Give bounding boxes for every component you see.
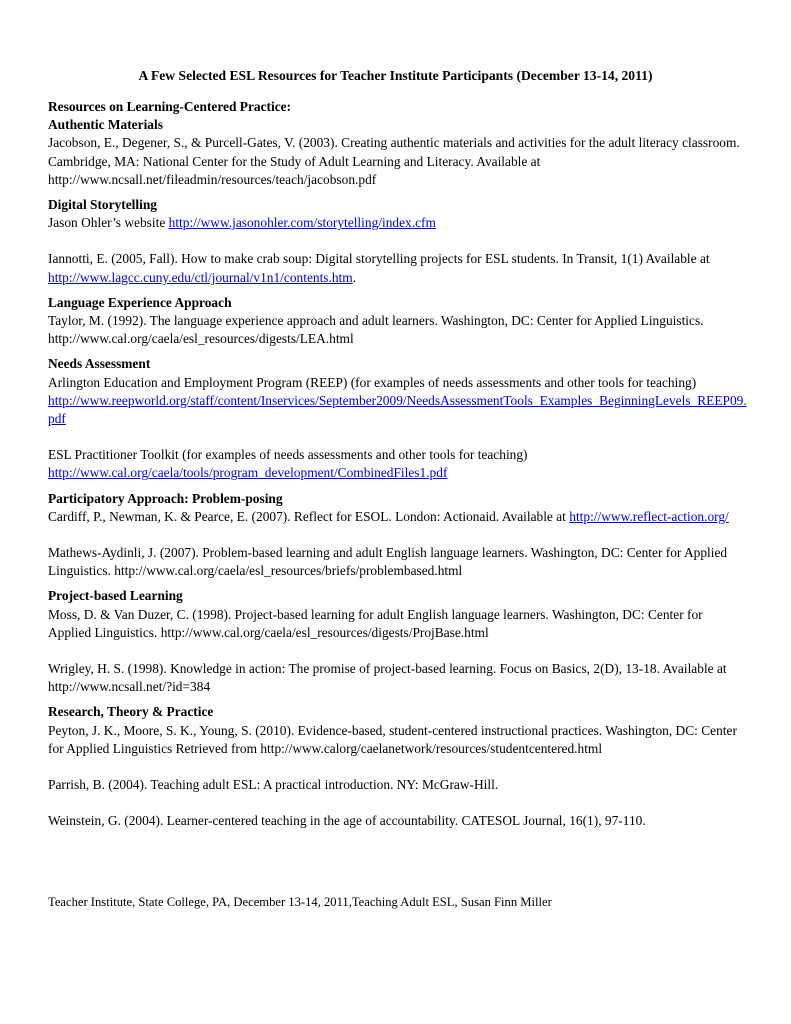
citation-reep-text: Arlington Education and Employment Program (REEP) (for examples of needs assessments and other tools for teaching): [48, 374, 697, 390]
cal-toolkit-link[interactable]: http://www.cal.org/caela/tools/program_development/CombinedFiles1.pdf: [48, 465, 448, 481]
citation-iannotti-text: Iannotti, E. (2005, Fall). How to make crab soup: Digital storytelling projects for ESL students. In Transit, 1(1) Available at: [48, 251, 710, 267]
reep-needs-assessment-link[interactable]: http://www.reepworld.org/staff/content/Inservices/September2009/NeedsAssessmentTools_Examples_BeginningLevels_REEP09.pdf: [48, 392, 747, 427]
citation-cardiff-text: Cardiff, P., Newman, K. & Pearce, E. (2007). Reflect for ESOL. London: Actionaid. Available at: [48, 508, 570, 524]
section-heading-project-based-learning: Project-based Learning: [48, 588, 183, 604]
ohler-website-link[interactable]: http://www.jasonohler.com/storytelling/index.cfm: [168, 215, 436, 231]
main-heading: Resources on Learning-Centered Practice:: [48, 99, 292, 114]
citation-ohler: [48, 214, 748, 232]
citation-esl-toolkit: [48, 446, 748, 482]
citation-parrish: Parrish, B. (2004). Teaching adult ESL: A practical introduction. NY: McGraw-Hill.: [48, 777, 499, 793]
citation-moss: Moss, D. & Van Duzer, C. (1998). Project-based learning for adult English language learners. Washington, DC: Center for Applied Linguistics. http://www.cal.org/caela/esl_resources/digests/ProjBase.html: [48, 606, 703, 640]
section-heading-language-experience: Language Experience Approach: [48, 294, 232, 310]
section-heading-authentic-materials: Authentic Materials: [48, 117, 163, 133]
document-body: [48, 98, 748, 831]
citation-reep: [48, 374, 748, 429]
citation-cardiff: [48, 508, 748, 526]
lagcc-journal-link[interactable]: http://www.lagcc.cuny.edu/ctl/journal/v1n1/contents.htm: [48, 269, 353, 285]
citation-iannotti-period: .: [352, 269, 357, 285]
citation-ohler-text: Jason Ohler’s website: [48, 215, 169, 231]
citation-mathews-aydinli: Mathews-Aydinli, J. (2007). Problem-based learning and adult English language learners. Washington, DC: Center for Applied Linguistics. http://www.cal.org/caela/esl_resources/briefs/problembased.html: [48, 545, 728, 579]
page-title: A Few Selected ESL Resources for Teacher Institute Participants (December 13-14, 2011): [138, 68, 653, 83]
section-heading-participatory-approach: Participatory Approach: Problem-posing: [48, 490, 283, 506]
citation-iannotti: [48, 250, 748, 286]
citation-taylor: Taylor, M. (1992). The language experience approach and adult learners. Washington, DC: Center for Applied Linguistics. http://www.cal.org/caela/esl_resources/digests/LEA.html: [48, 313, 704, 347]
citation-weinstein: Weinstein, G. (2004). Learner-centered teaching in the age of accountability. CATESOL Journal, 16(1), 97-110.: [48, 813, 646, 829]
citation-wrigley: Wrigley, H. S. (1998). Knowledge in action: The promise of project-based learning. Focus on Basics, 2(D), 13-18. Available at http://www.ncsall.net/?id=384: [48, 661, 727, 695]
citation-peyton: Peyton, J. K., Moore, S. K., Young, S. (2010). Evidence-based, student-centered instructional practices. Washington, DC: Center for Applied Linguistics Retrieved from http://www.calorg/caelanetwork/resources/studentcentered.html: [48, 722, 737, 756]
citation-jacobson: Jacobson, E., Degener, S., & Purcell-Gates, V. (2003). Creating authentic materials and activities for the adult literacy classroom. Cambridge, MA: National Center for the Study of Adult Learning and Literacy. Available at http://www.ncsall.net/fileadmin/resources/teach/jacobson.pdf: [48, 135, 740, 187]
section-heading-needs-assessment: Needs Assessment: [48, 356, 151, 372]
section-heading-digital-storytelling: Digital Storytelling: [48, 197, 157, 213]
reflect-action-link[interactable]: http://www.reflect-action.org/: [569, 508, 729, 524]
citation-esl-toolkit-text: ESL Practitioner Toolkit (for examples of needs assessments and other tools for teaching): [48, 447, 528, 463]
section-heading-research-theory-practice: Research, Theory & Practice: [48, 704, 214, 720]
page-footer: Teacher Institute, State College, PA, December 13-14, 2011,Teaching Adult ESL, Susan Finn Miller: [48, 895, 552, 909]
